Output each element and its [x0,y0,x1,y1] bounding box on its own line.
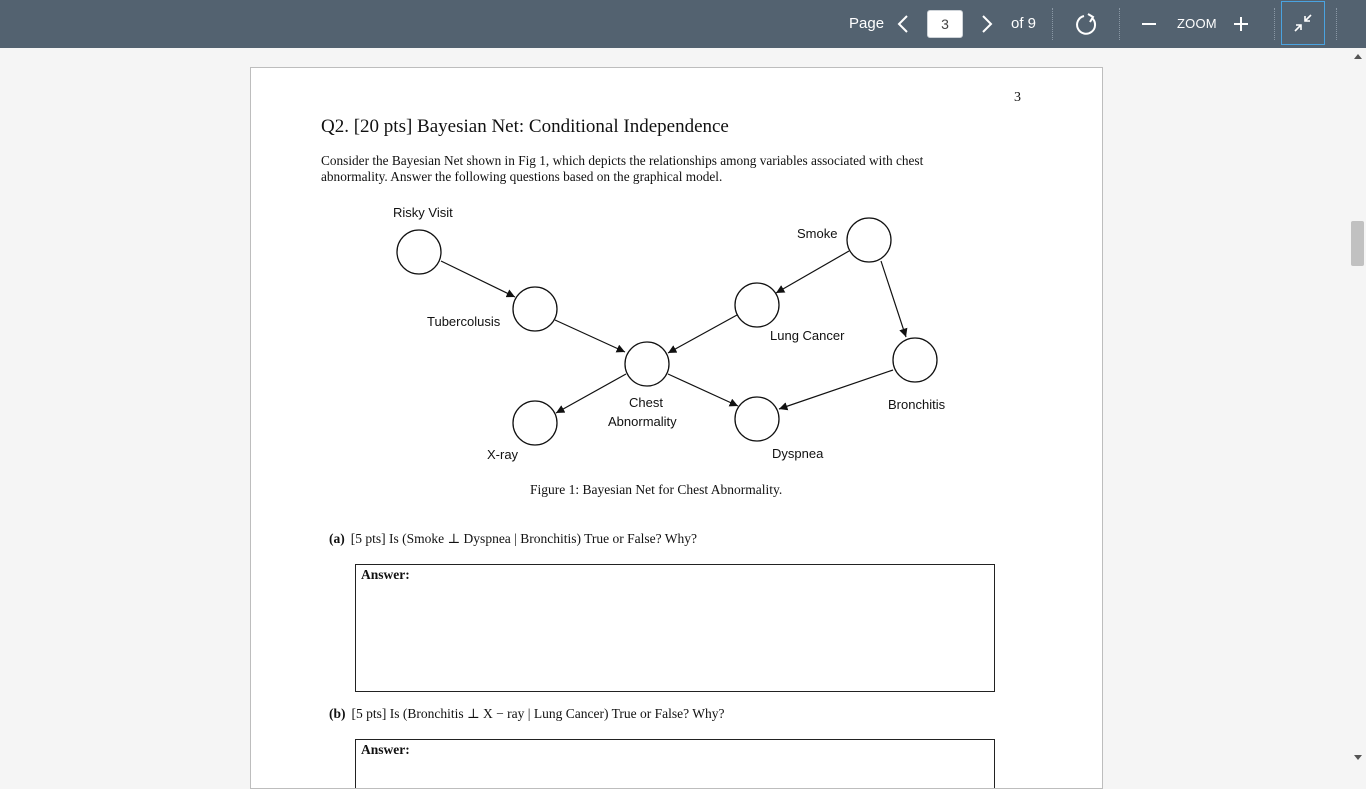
label-tubercolusis: Tubercolusis [427,314,501,329]
node-risky-visit [397,230,441,274]
zoom-label: ZOOM [1177,16,1217,31]
answer-box-b[interactable] [355,739,995,789]
edge-riskyvisit-tubercolusis [441,261,515,297]
exit-fullscreen-button[interactable] [1281,1,1325,45]
scroll-down-arrow[interactable] [1354,754,1362,762]
node-smoke [847,218,891,262]
answer-box-a[interactable] [355,564,995,692]
document-page [250,67,1103,789]
edge-chest-xray [556,374,626,413]
page-number: 3 [1014,90,1021,105]
zoom-in-button[interactable] [1230,12,1252,36]
question-a [329,531,697,547]
edge-smoke-lungcancer [776,251,849,293]
edge-lungcancer-chest [668,315,737,353]
page-number-input[interactable] [927,10,963,38]
edge-bronchitis-dyspnea [779,370,893,409]
scroll-up-arrow[interactable] [1354,52,1362,60]
plus-icon [1230,12,1252,36]
edge-chest-dyspnea [668,374,738,406]
intro-line: Consider the Bayesian Net shown in Fig 1, which depicts the relationships among variables associated with chest [321,153,924,168]
answer-label: Answer: [361,567,410,582]
question-a-label: (a) [329,531,345,546]
bayesian-net-figure [251,68,1102,488]
next-page-button[interactable] [975,12,997,36]
toolbar-divider [1336,8,1337,40]
viewer-toolbar [0,0,1366,48]
toolbar-divider [1052,8,1053,40]
chevron-right-icon [975,12,997,36]
node-dyspnea [735,397,779,441]
label-xray: X-ray [487,447,519,462]
toolbar-divider [1274,8,1275,40]
label-bronchitis: Bronchitis [888,397,946,412]
question-a-text: [5 pts] Is (Smoke ⊥ Dyspnea | Bronchitis) True or False? Why? [350,531,697,546]
label-risky-visit: Risky Visit [393,205,453,220]
previous-page-button[interactable] [893,12,915,36]
refresh-icon [1072,9,1102,39]
answer-label: Answer: [361,742,410,757]
toolbar-divider [1119,8,1120,40]
label-abnormality: Abnormality [608,414,677,429]
question-b [329,706,724,722]
page-label: Page [849,15,885,32]
node-lung-cancer [735,283,779,327]
minus-icon [1138,12,1160,36]
label-smoke: Smoke [797,226,838,241]
edge-tubercolusis-chest [555,320,625,352]
label-chest: Chest [629,395,663,410]
edge-smoke-bronchitis [881,261,906,337]
question-title: Q2. [20 pts] Bayesian Net: Conditional Independence [321,116,729,137]
label-lung-cancer: Lung Cancer [770,328,845,343]
scrollbar-thumb[interactable] [1351,221,1364,266]
collapse-icon [1282,2,1324,44]
zoom-out-button[interactable] [1138,12,1160,36]
label-dyspnea: Dyspnea [772,446,824,461]
chevron-left-icon [893,12,915,36]
refresh-button[interactable] [1072,9,1102,39]
question-b-label: (b) [329,706,346,721]
node-chest-abnormality [625,342,669,386]
intro-line: abnormality. Answer the following questions based on the graphical model. [321,169,723,184]
page-count-label: of 9 [1011,15,1037,32]
node-bronchitis [893,338,937,382]
node-xray [513,401,557,445]
node-tubercolusis [513,287,557,331]
question-b-text: [5 pts] Is (Bronchitis ⊥ X − ray | Lung Cancer) True or False? Why? [351,706,725,721]
figure-caption: Figure 1: Bayesian Net for Chest Abnormality. [530,482,783,497]
